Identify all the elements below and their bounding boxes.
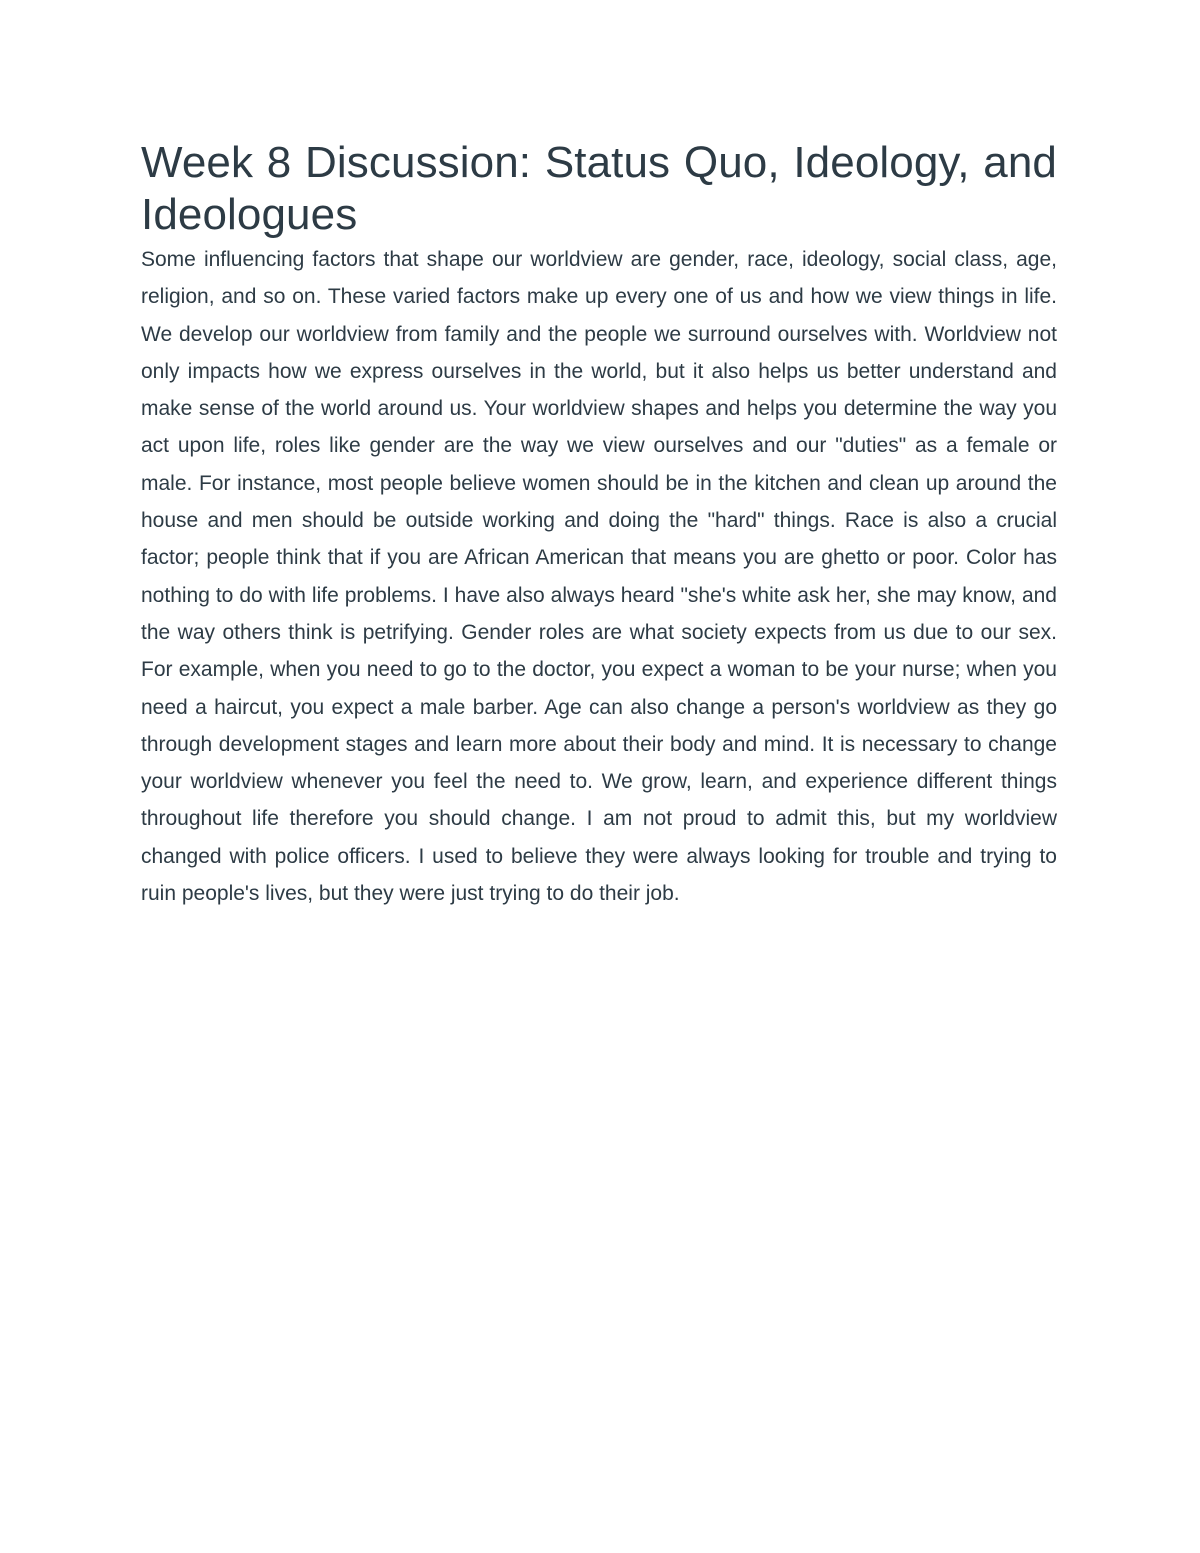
- document-body-paragraph: Some influencing factors that shape our worldview are gender, race, ideology, social class, age, religion, and so on. These varied factors make up every one of us and how we view things in life. We develop our worldview from family and the people we surround ourselves with. Worldview not only impacts how we express ourselves in the world, but it also helps us better understand and make sense of the world around us. Your worldview shapes and helps you determine the way you act upon life, roles like gender are the way we view ourselves and our "duties" as a female or male. For instance, most people believe women should be in the kitchen and clean up around the house and men should be outside working and doing the "hard" things. Race is also a crucial factor; people think that if you are African American that means you are ghetto or poor. Color has nothing to do with life problems. I have also always heard "she's white ask her, she may know, and the way others think is petrifying. Gender roles are what society expects from us due to our sex. For example, when you need to go to the doctor, you expect a woman to be your nurse; when you need a haircut, you expect a male barber. Age can also change a person's worldview as they go through development stages and learn more about their body and mind. It is necessary to change your worldview whenever you feel the need to. We grow, learn, and experience different things throughout life therefore you should change. I am not proud to admit this, but my worldview changed with police officers. I used to believe they were always looking for trouble and trying to ruin people's lives, but they were just trying to do their job.: [141, 248, 1057, 906]
- document-title: Week 8 Discussion: Status Quo, Ideology, and Ideologues: [141, 138, 1057, 239]
- document-content: [141, 137, 1057, 912]
